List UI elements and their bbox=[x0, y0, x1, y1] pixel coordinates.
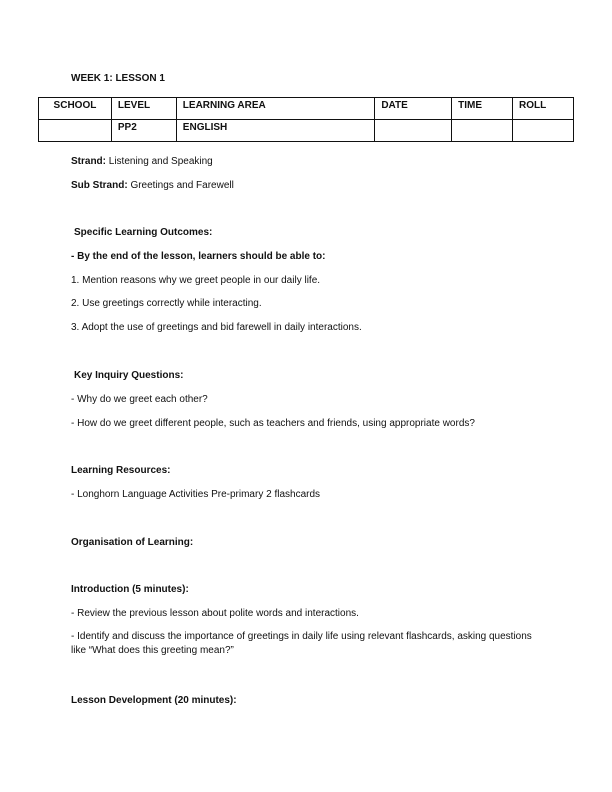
strand-line bbox=[71, 156, 213, 167]
cell-level: PP2 bbox=[111, 120, 176, 142]
introduction-heading: Introduction (5 minutes): bbox=[71, 584, 189, 595]
outcome-item: 1. Mention reasons why we greet people in our daily life. bbox=[71, 275, 321, 286]
table-header-row bbox=[39, 98, 574, 120]
outcomes-heading: Specific Learning Outcomes: bbox=[74, 227, 213, 238]
cell-roll bbox=[513, 120, 574, 142]
cell-school bbox=[39, 120, 112, 142]
resource-item: - Longhorn Language Activities Pre-primary 2 flashcards bbox=[71, 489, 321, 500]
header-date: DATE bbox=[375, 98, 452, 120]
header-roll: ROLL bbox=[513, 98, 574, 120]
cell-learning-area: ENGLISH bbox=[176, 120, 375, 142]
outcome-item: 3. Adopt the use of greetings and bid farewell in daily interactions. bbox=[71, 322, 362, 333]
introduction-item: - Identify and discuss the importance of greetings in daily life using relevant flashcards, asking questions like “What does this greeting mean?” bbox=[71, 631, 532, 656]
resources-heading: Learning Resources: bbox=[71, 465, 171, 476]
cell-date bbox=[375, 120, 452, 142]
cell-time bbox=[452, 120, 513, 142]
sub-strand-line bbox=[71, 180, 234, 191]
sub-strand-label: Sub Strand: bbox=[71, 180, 128, 191]
header-school: SCHOOL bbox=[39, 98, 112, 120]
strand-value: Listening and Speaking bbox=[106, 156, 213, 167]
outcomes-intro: - By the end of the lesson, learners should be able to: bbox=[71, 251, 326, 262]
inquiry-item: - How do we greet different people, such as teachers and friends, using appropriate words? bbox=[71, 418, 475, 429]
header-time: TIME bbox=[452, 98, 513, 120]
header-learning-area: LEARNING AREA bbox=[176, 98, 375, 120]
table-row bbox=[39, 120, 574, 142]
inquiry-heading: Key Inquiry Questions: bbox=[74, 370, 184, 381]
introduction-item: - Review the previous lesson about polite words and interactions. bbox=[71, 608, 359, 619]
sub-strand-value: Greetings and Farewell bbox=[127, 180, 234, 191]
development-heading: Lesson Development (20 minutes): bbox=[71, 695, 237, 706]
lesson-info-table bbox=[38, 97, 574, 142]
organisation-heading: Organisation of Learning: bbox=[71, 537, 194, 548]
inquiry-item: - Why do we greet each other? bbox=[71, 394, 208, 405]
week-lesson-title: WEEK 1: LESSON 1 bbox=[71, 73, 165, 84]
outcome-item: 2. Use greetings correctly while interacting. bbox=[71, 298, 262, 309]
header-level: LEVEL bbox=[111, 98, 176, 120]
strand-label: Strand: bbox=[71, 156, 106, 167]
